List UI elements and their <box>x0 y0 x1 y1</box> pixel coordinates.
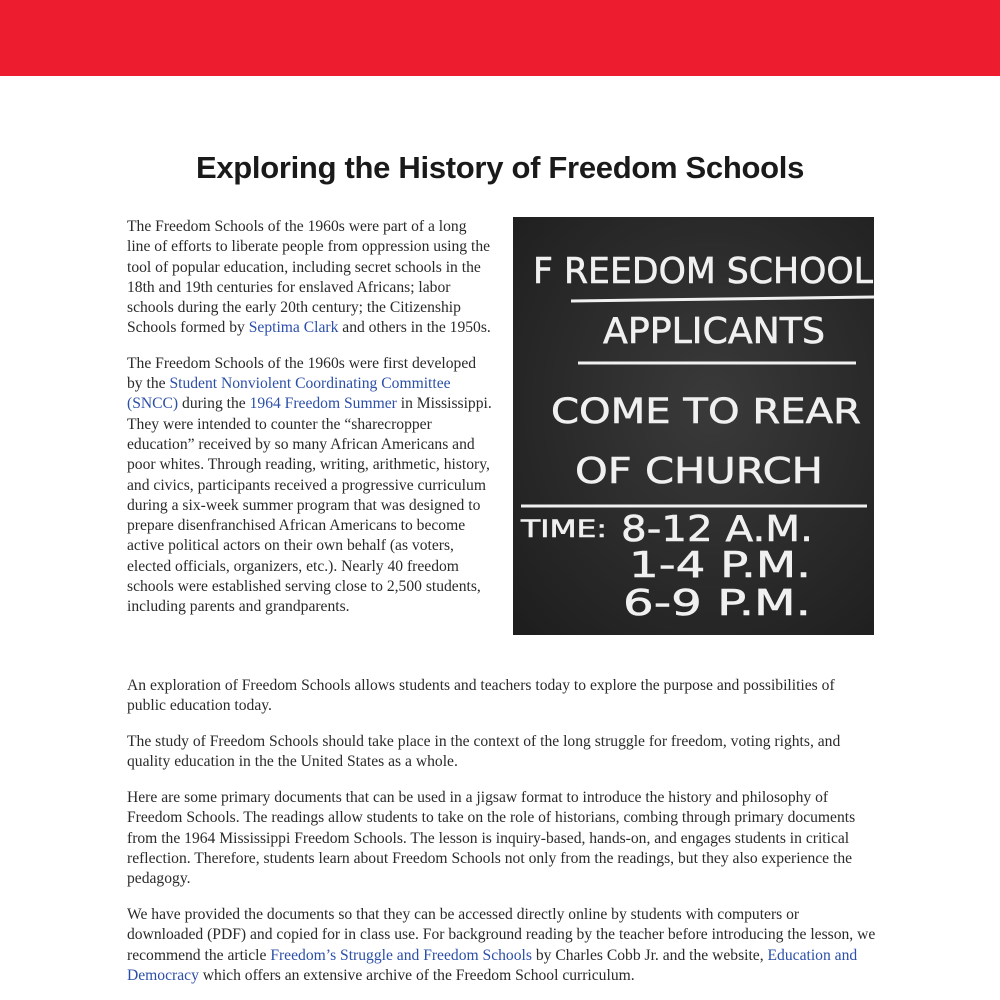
intro-column <box>127 217 492 633</box>
chalk-line-applicants: APPLICANTS <box>603 311 825 352</box>
paragraph-exploration: An exploration of Freedom Schools allows students and teachers today to explore the purpose and possibilities of public education today. <box>127 677 835 715</box>
paragraph-text: The Freedom Schools of the 1960s were first developed by the <box>127 354 477 393</box>
freedom-summer-link[interactable]: 1964 Freedom Summer <box>249 395 397 413</box>
paragraph-resources <box>127 905 877 986</box>
paragraph-text: during the <box>178 395 250 413</box>
chalk-time-morning: 8-12 A.M. <box>621 509 813 550</box>
chalk-line-come-to-rear: COME TO REAR <box>551 392 861 432</box>
chalk-time-label: TIME: <box>519 515 607 543</box>
chalkboard-photo <box>513 217 874 635</box>
paragraph-text: which offers an extensive archive of the Freedom School curriculum. <box>198 966 635 984</box>
paragraph-primary-documents: Here are some primary documents that can be used in a jigsaw format to introduce the history and philosophy of Freedom Schools. The readings allow students to take on the role of historians, combing through primary documents from the 1964 Mississippi Freedom Schools. The lesson is inquiry-based, hands-on, and engages students in critical reflection. Therefore, students learn about Freedom Schools not only from the readings, but they also experience the pedagogy. <box>127 789 856 888</box>
chalk-time-evening: 6-9 P.M. <box>623 583 811 624</box>
paragraph-history <box>127 217 492 339</box>
paragraph-sncc <box>127 354 492 618</box>
paragraph-context: The study of Freedom Schools should take place in the context of the long struggle for freedom, voting rights, and quality education in the the United States as a whole. <box>127 733 841 771</box>
page-title: Exploring the History of Freedom Schools <box>195 150 805 185</box>
freedoms-struggle-link[interactable]: Freedom’s Struggle and Freedom Schools <box>270 946 532 964</box>
sncc-link[interactable]: Student Nonviolent Coordinating Committee (SNCC) <box>127 375 451 413</box>
paragraph-text: in Mississippi. They were intended to counter the “sharecropper education” received by so many African Americans and poor whites. Through reading, writing, arithmetic, history, and civics, participants received a progressive curriculum during a six-week summer program that was designed to prepare disenfranchised African Americans to become active political actors on their own behalf (as voters, elected officials, organizers, etc.). Nearly 40 freedom schools were established serving close to 2,500 students, including parents and grandparents. <box>127 395 492 616</box>
chalk-line-of-church: OF CHURCH <box>575 451 823 492</box>
top-banner <box>0 0 1000 76</box>
paragraph-text: We have provided the documents so that they can be accessed directly online by students with computers or downloaded (PDF) and copied for in class use. For background reading by the teacher before introducing the lesson, we recommend the article <box>127 906 876 964</box>
septima-clark-link[interactable]: Septima Clark <box>248 319 339 337</box>
chalk-line-freedom-school: F REEDOM SCHOOL <box>533 251 873 292</box>
paragraph-text: by Charles Cobb Jr. and the website, <box>531 946 768 964</box>
education-and-democracy-link[interactable]: Education and Democracy <box>127 946 858 984</box>
chalk-time-afternoon: 1-4 P.M. <box>629 545 811 586</box>
paragraph-text: The Freedom Schools of the 1960s were part of a long line of efforts to liberate people from oppression using the tool of popular education, including secret schools in the 18th and 19th centuries for enslaved Africans; labor schools during the early 20th century; the Citizenship Schools formed by <box>127 218 491 337</box>
paragraph-text: and others in the 1950s. <box>338 319 491 337</box>
